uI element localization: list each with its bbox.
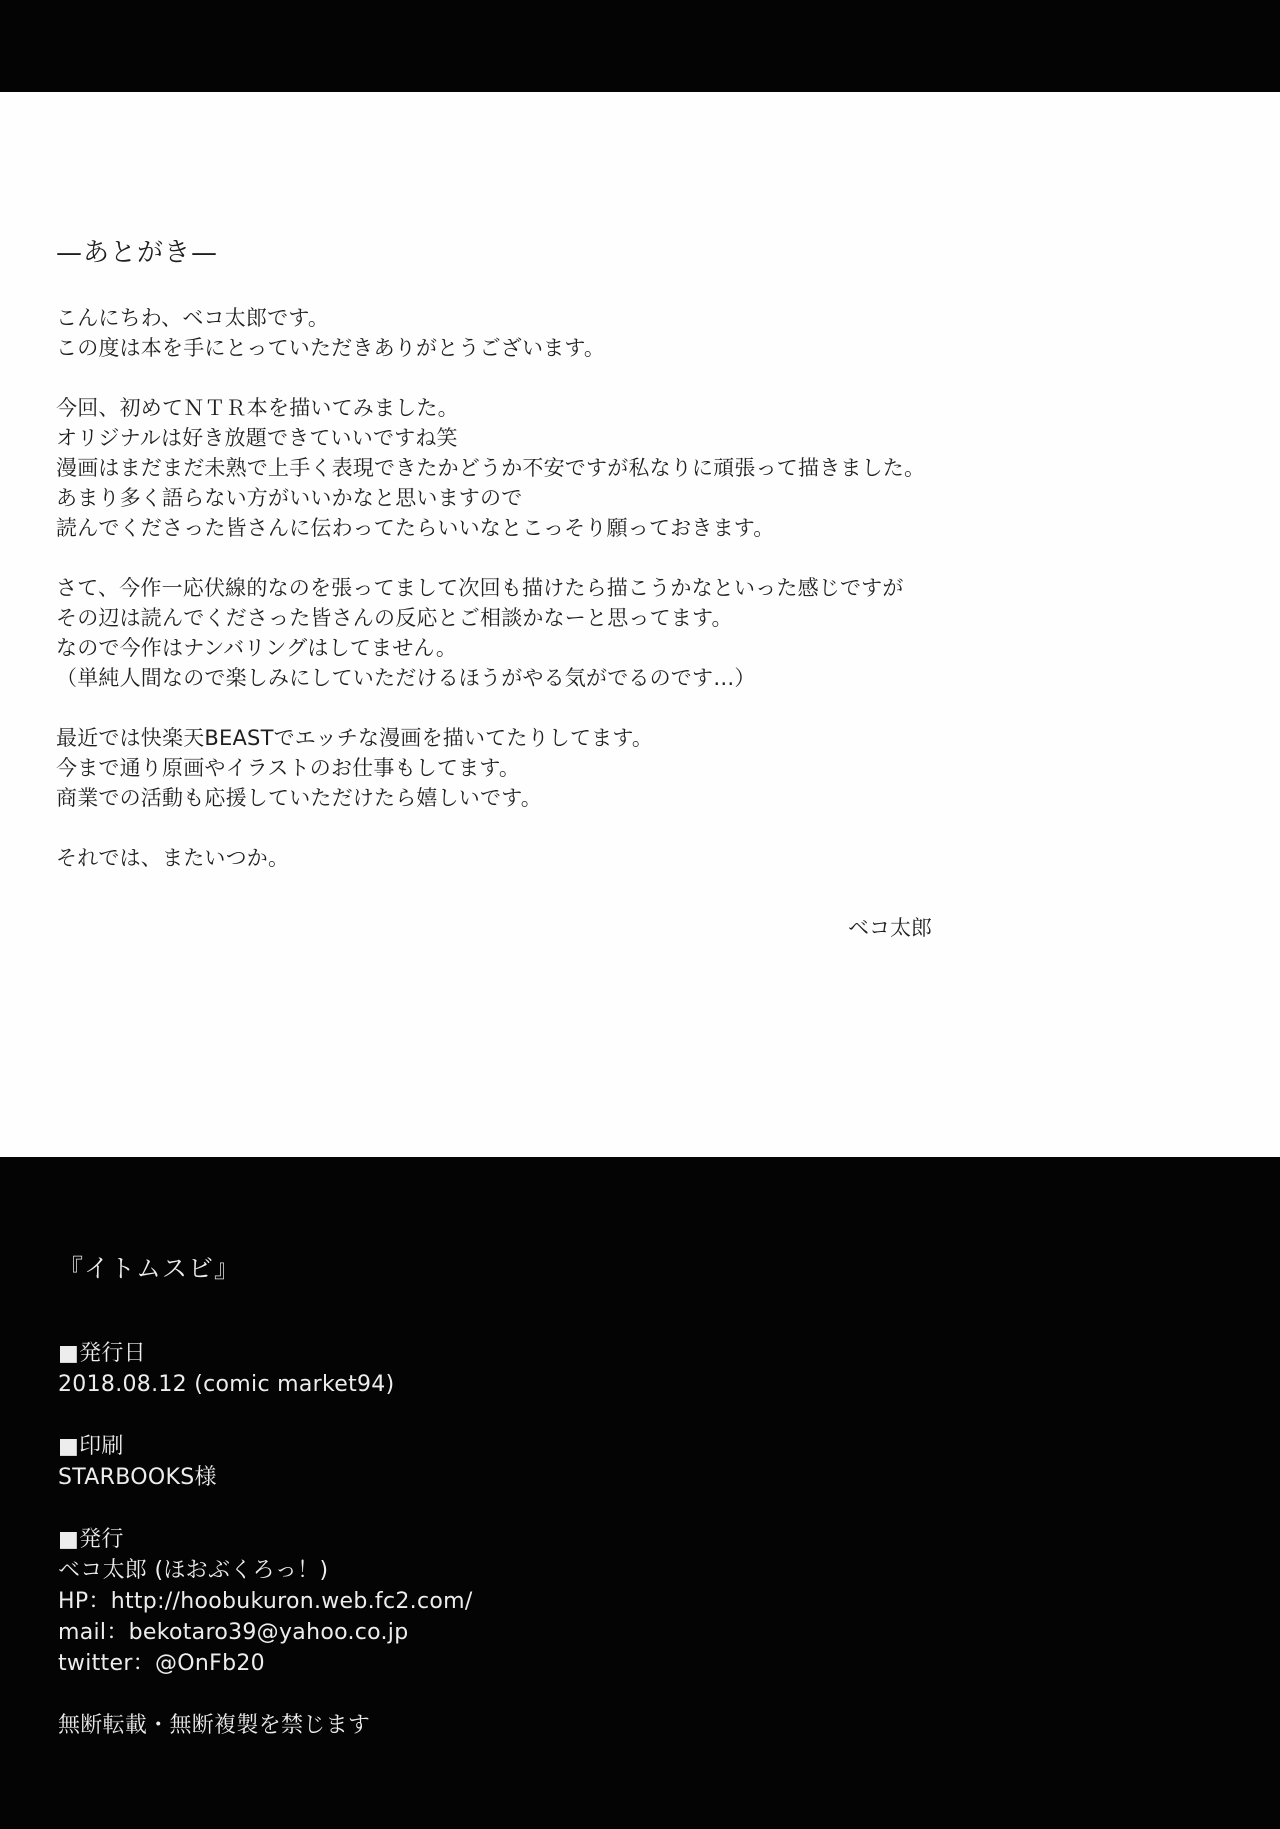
afterword-paragraph [56, 573, 1240, 693]
colophon-entry-line: 2018.08.12 (comic market94) [58, 1372, 395, 1397]
colophon-entry-line: twitter：@OnFb20 [58, 1651, 265, 1676]
afterword-line: 読んでくださった皆さんに伝わってたらいいなとこっそり願っておきます。 [56, 516, 775, 540]
top-black-band [0, 0, 1280, 92]
afterword-line: さて、今作一応伏線的なのを張ってまして次回も描けたら描こうかなといった感じですが [56, 576, 904, 600]
colophon-entry [58, 1524, 1240, 1679]
afterword-paragraph [56, 393, 1240, 543]
colophon-entry-line: ベコ太郎 (ほおぶくろっ！) [58, 1558, 329, 1583]
colophon-entry [58, 1338, 1240, 1400]
afterword-line: 最近では快楽天BEASTでエッチな漫画を描いてたりしてます。 [56, 726, 654, 750]
afterword-line: その辺は読んでくださった皆さんの反応とご相談かなーと思ってます。 [56, 606, 733, 630]
afterword-body [56, 303, 1240, 873]
colophon-entries [58, 1338, 1240, 1679]
afterword-line: 今まで通り原画やイラストのお仕事もしてます。 [56, 756, 521, 780]
afterword-line: 商業での活動も応援していただけたら嬉しいです。 [56, 786, 542, 810]
afterword-paragraph [56, 843, 1240, 873]
afterword-signature: ベコ太郎 [848, 916, 932, 940]
colophon-entry-line: mail：bekotaro39@yahoo.co.jp [58, 1620, 409, 1645]
afterword-line: 今回、初めてＮＴＲ本を描いてみました。 [56, 396, 459, 420]
afterword-paragraph [56, 303, 1240, 363]
afterword-line: オリジナルは好き放題できていいですね笑 [56, 426, 458, 450]
afterword-section [0, 92, 1280, 1157]
afterword-line: こんにちわ、ベコ太郎です。 [56, 306, 330, 330]
colophon-section [0, 1157, 1280, 1829]
colophon-entry-line: STARBOOKS様 [58, 1465, 217, 1490]
colophon-entry-heading: ■発行 [58, 1527, 124, 1552]
colophon-entry-heading: ■印刷 [58, 1434, 124, 1459]
afterword-paragraph [56, 723, 1240, 813]
afterword-line: あまり多く語らない方がいいかなと思いますので [56, 486, 523, 510]
colophon-entry [58, 1431, 1240, 1493]
afterword-line: それでは、またいつか。 [56, 846, 290, 870]
afterword-line: なので今作はナンバリングはしてません。 [56, 636, 458, 660]
copyright-notice: 無断転載・無断複製を禁じます [58, 1713, 371, 1738]
afterword-line: この度は本を手にとっていただきありがとうございます。 [56, 336, 606, 360]
colophon-entry-heading: ■発行日 [58, 1341, 146, 1366]
book-title: 『イトムスビ』 [58, 1254, 241, 1283]
afterword-line: 漫画はまだまだ未熟で上手く表現できたかどうか不安ですが私なりに頑張って描きました。 [56, 456, 926, 480]
colophon-entry-line: HP：http://hoobukuron.web.fc2.com/ [58, 1589, 473, 1614]
afterword-line: （単純人間なので楽しみにしていただけるほうがやる気がでるのです…） [56, 666, 756, 690]
afterword-title: —あとがき— [56, 238, 219, 268]
